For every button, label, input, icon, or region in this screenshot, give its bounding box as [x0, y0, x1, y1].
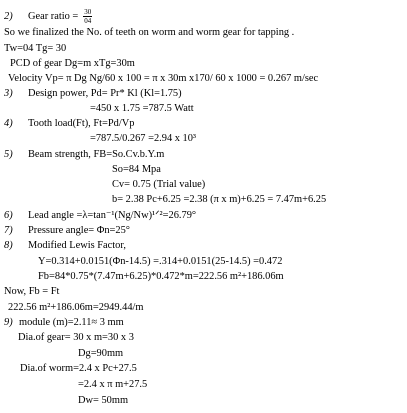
- line-text: Tooth load(Ft), Ft=Pd/Vp: [28, 118, 135, 129]
- line-tooth-load-value: =787.5/0.267 =2.94 x 10³: [90, 133, 197, 144]
- line-design-power: [4, 89, 182, 99]
- item-number: 6): [4, 210, 13, 221]
- line-finalized-teeth: So we finalized the No. of teeth on worm and worm gear for tapping .: [4, 27, 295, 38]
- line-so-value: So=84 Mpa: [112, 164, 161, 175]
- line-text: module (m)=2.11≈ 3 mm: [19, 317, 124, 328]
- line-module: [4, 318, 124, 328]
- line-face-width: b= 2.38 Pc+6.25 =2.38 (π x m)+6.25 = 7.47m+6.25: [112, 194, 327, 205]
- item-number: 7): [4, 225, 13, 236]
- line-tooth-load: [4, 119, 134, 129]
- item-number: 2): [4, 10, 13, 22]
- line-text: Gear ratio =: [28, 10, 79, 22]
- line-dia-gear: Dia.of gear= 30 x m=30 x 3: [18, 332, 134, 343]
- line-dg-value: Dg=90mm: [78, 348, 124, 359]
- line-velocity: Velocity Vp= π Dg Ng/60 x 100 = π x 30m x170/ 60 x 1000 = 0.267 m/sec: [8, 73, 319, 84]
- line-text: Beam strength, FB=So.Cv.b.Y.m: [28, 149, 165, 160]
- line-tw-tg: Tw=04 Tg= 30: [4, 43, 67, 54]
- item-number: 9): [4, 317, 13, 328]
- item-number: 8): [4, 240, 13, 251]
- line-dia-worm: Dia.of worm=2.4 x Pc+27.5: [20, 363, 137, 374]
- line-lead-angle: [4, 211, 196, 221]
- line-dw-value: Dw= 50mm: [78, 395, 129, 406]
- line-design-power-value: =450 x 1.75 =787.5 Watt: [90, 103, 194, 114]
- line-lewis-factor: [4, 241, 126, 251]
- line-pressure-angle: [4, 226, 130, 236]
- line-text: Lead angle =λ=tan⁻¹(Ng/Nw)¹ᐟ²=26.79°: [28, 210, 197, 221]
- line-gear-ratio: [4, 8, 92, 25]
- gear-ratio-fraction: [83, 8, 92, 25]
- item-number: 5): [4, 149, 13, 160]
- fraction-denominator: 04: [84, 17, 92, 25]
- line-text: Pressure angle= Φn=25°: [28, 225, 130, 236]
- line-beam-strength: [4, 150, 164, 160]
- line-pcd-gear: PCD of gear Dg=m xTg=30m: [10, 58, 135, 69]
- item-number: 4): [4, 118, 13, 129]
- line-now-fb-ft: Now, Fb = Ft: [4, 286, 60, 297]
- line-equation: 222.56 m²+186.06m=2949.44/m: [8, 302, 144, 313]
- line-cv-value: Cv= 0.75 (Trial value): [112, 179, 206, 190]
- line-lewis-y: Y=0.314+0.0151(Φn-14.5) =.314+0.0151(25-14.5) =0.472: [38, 256, 283, 267]
- line-fb-formula: Fb=84*0.75*(7.47m+6.25)*0.472*m=222.56 m²+186.06m: [38, 271, 284, 282]
- fraction-numerator: 30: [84, 8, 92, 16]
- line-text: Design power, Pd= Pr* Kl (Kl=1.75): [28, 88, 182, 99]
- line-text: Modified Lewis Factor,: [28, 240, 126, 251]
- line-dia-worm-value: =2.4 x π m+27.5: [78, 379, 148, 390]
- item-number: 3): [4, 88, 13, 99]
